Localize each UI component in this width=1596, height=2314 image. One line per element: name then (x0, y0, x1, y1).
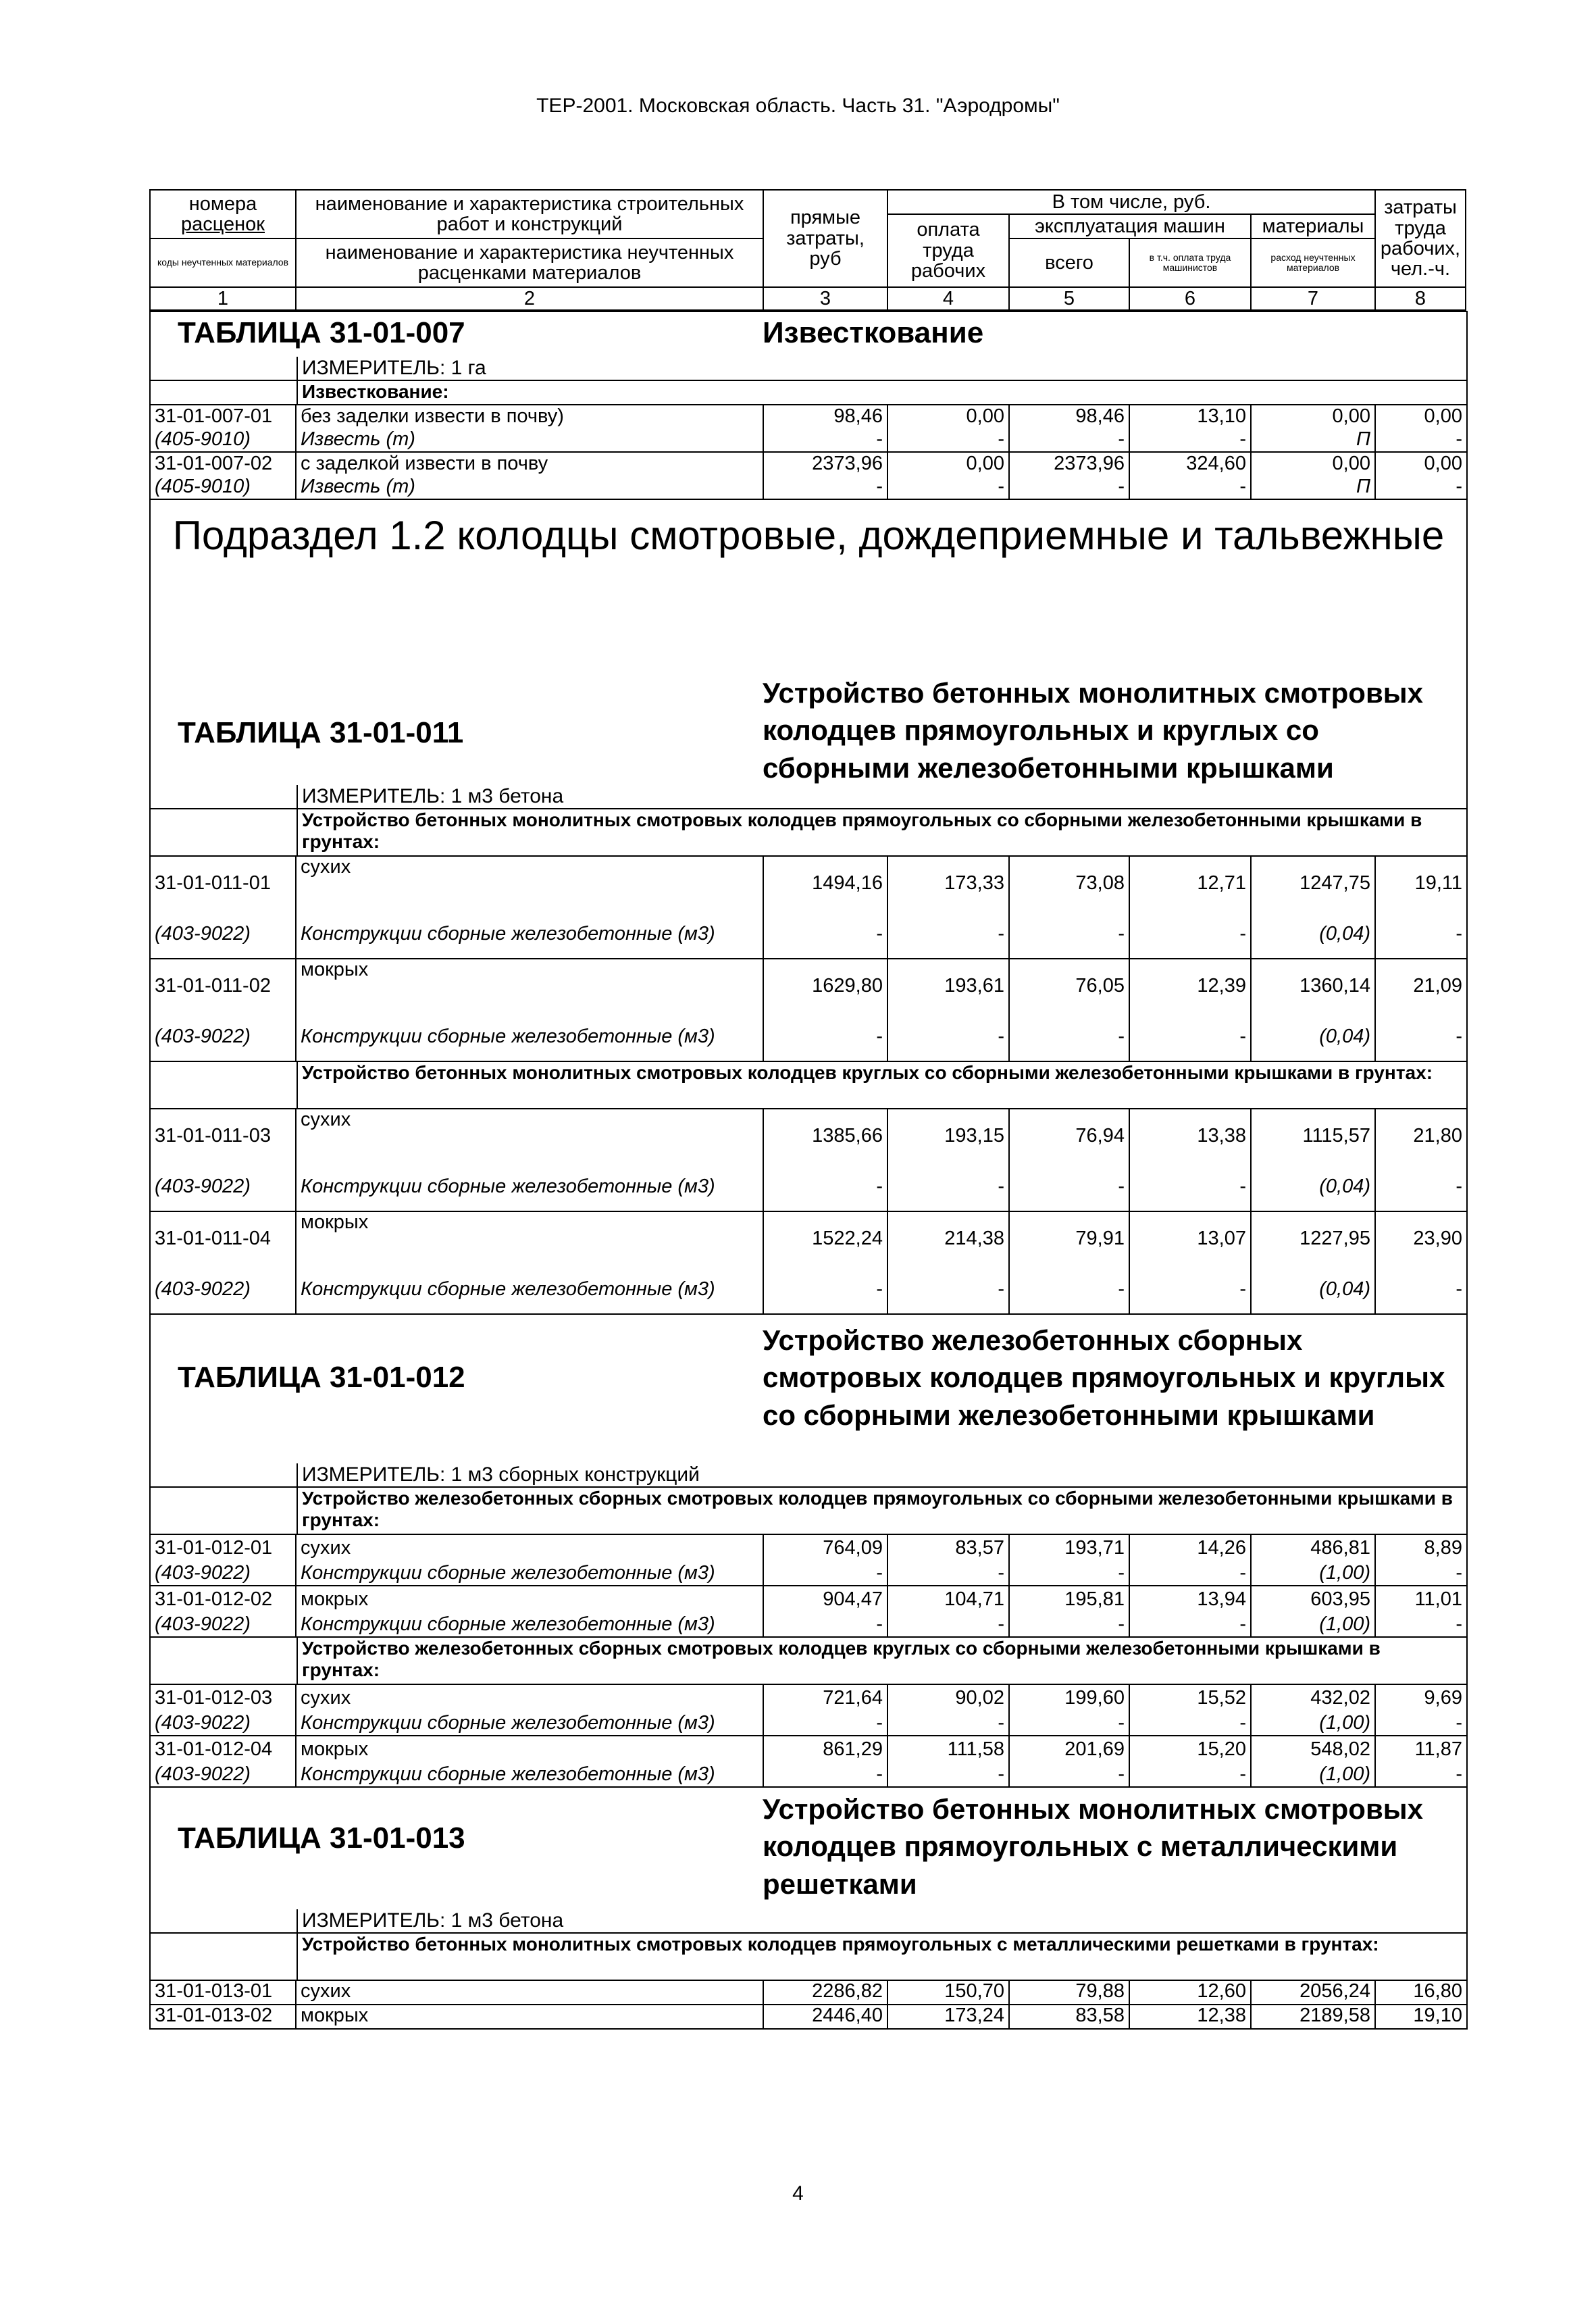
work-name: сухих (297, 1535, 764, 1562)
group-heading: Устройство железобетонных сборных смотровых колодцев круглых со сборными железобетонными крышками в грунтах: (297, 1638, 1466, 1684)
t013-heading (151, 1786, 1466, 1909)
value-cell: 12,39 (1130, 959, 1252, 1013)
value-cell: - (764, 1163, 888, 1211)
work-name: сухих (297, 1109, 764, 1163)
value-cell: - (1130, 476, 1252, 499)
table-row (151, 1980, 1466, 2004)
header-direct-costs: прямые затраты, руб (763, 190, 887, 287)
value-cell: 2373,96 (1010, 453, 1130, 476)
work-name: сухих (297, 1685, 764, 1712)
table-row (151, 1013, 1466, 1061)
value-cell: - (1456, 1562, 1462, 1584)
value-cell: (1,00) (1252, 1763, 1376, 1786)
value-cell: - (1010, 1266, 1130, 1313)
value-cell: 0,00 (888, 453, 1010, 476)
t013-caption-line: Устройство бетонных монолитных смотровых (763, 1793, 1423, 1825)
value-cell: 199,60 (1010, 1685, 1130, 1712)
value-cell: 1629,80 (764, 959, 888, 1013)
rate-code: 31-01-011-04 (151, 1212, 297, 1266)
material-code: (403-9022) (151, 1613, 297, 1636)
material-name: Конструкции сборные железобетонные (м3) (297, 1613, 764, 1636)
value-cell: 1494,16 (764, 857, 888, 911)
table-bottom-border (151, 2028, 1466, 2030)
table-header (149, 189, 1466, 311)
material-code: (405-9010) (151, 476, 297, 499)
value-cell: 201,69 (1010, 1736, 1130, 1763)
colnum-1: 1 (150, 287, 296, 310)
t007-caption: Известкование (763, 316, 984, 349)
work-name: без заделки извести в почву) (297, 405, 764, 428)
value-cell: - (1130, 911, 1252, 958)
work-name: мокрых (297, 2005, 764, 2028)
group-row (151, 1486, 1466, 1534)
value-cell: 21,80 (1413, 1125, 1462, 1147)
value-cell: - (1456, 923, 1462, 945)
value-cell: - (764, 428, 888, 451)
value-cell: 2189,58 (1252, 2005, 1376, 2028)
table-row (151, 476, 1466, 499)
colnum-3: 3 (763, 287, 887, 310)
value-cell: 861,29 (764, 1736, 888, 1763)
value-cell: (1,00) (1252, 1613, 1376, 1636)
value-cell: - (1130, 1266, 1252, 1313)
value-cell: П (1252, 476, 1376, 499)
table-row (151, 1534, 1466, 1562)
value-cell: 603,95 (1252, 1586, 1376, 1613)
value-cell: 73,08 (1010, 857, 1130, 911)
colnum-4: 4 (887, 287, 1009, 310)
value-cell: 98,46 (764, 405, 888, 428)
group-heading: Устройство бетонных монолитных смотровых колодцев прямоугольных со сборными железобетонными крышками в грунтах: (297, 809, 1466, 855)
value-cell: (0,04) (1252, 1163, 1376, 1211)
value-cell: (0,04) (1252, 1266, 1376, 1313)
material-code: (403-9022) (151, 1163, 297, 1211)
material-name: Конструкции сборные железобетонные (м3) (297, 1266, 764, 1313)
value-cell: 193,71 (1010, 1535, 1130, 1562)
table-row (151, 428, 1466, 451)
t012-caption-line: смотровых колодцев прямоугольных и круглых (763, 1361, 1445, 1394)
t011-title: ТАБЛИЦА 31-01-011 (178, 716, 464, 749)
value-cell: - (764, 911, 888, 958)
t011-measure-row (151, 785, 1466, 808)
value-cell: - (888, 428, 1010, 451)
value-cell: 2286,82 (764, 1981, 888, 2004)
work-name: мокрых (297, 1736, 764, 1763)
table-row (151, 1562, 1466, 1585)
value-cell: 79,91 (1010, 1212, 1130, 1266)
t013-caption (763, 1790, 1423, 1903)
t011-caption-line: Устройство бетонных монолитных смотровых (763, 677, 1423, 709)
value-cell: - (1130, 1562, 1252, 1585)
value-cell: - (888, 1562, 1010, 1585)
value-cell: - (888, 1763, 1010, 1786)
header-machinists-pay: в т.ч. оплата труда машинистов (1129, 238, 1251, 287)
value-cell: 548,02 (1252, 1736, 1376, 1763)
material-name: Конструкции сборные железобетонные (м3) (297, 1163, 764, 1211)
value-cell: 2056,24 (1252, 1981, 1376, 2004)
value-cell: 15,20 (1130, 1736, 1252, 1763)
table-row (151, 1266, 1466, 1313)
value-cell: 2373,96 (764, 453, 888, 476)
value-cell: 76,94 (1010, 1109, 1130, 1163)
value-cell: - (1130, 1163, 1252, 1211)
value-cell: 83,57 (888, 1535, 1010, 1562)
material-code: (403-9022) (151, 1562, 297, 1585)
value-cell: 111,58 (888, 1736, 1010, 1763)
value-cell: 13,10 (1130, 405, 1252, 428)
value-cell: - (1130, 1712, 1252, 1735)
group-row (151, 1061, 1466, 1108)
t007-measure: ИЗМЕРИТЕЛЬ: 1 га (297, 357, 1466, 380)
material-name: Известь (т) (297, 476, 764, 499)
value-cell: 1227,95 (1252, 1212, 1376, 1266)
table-row (151, 958, 1466, 1013)
value-cell: - (1010, 1562, 1130, 1585)
t007-measure-row (151, 357, 1466, 380)
t012-caption-line: Устройство железобетонных сборных (763, 1324, 1303, 1356)
header-material-name: наименование и характеристика неучтенных расценками материалов (296, 238, 763, 287)
value-cell: - (1010, 428, 1130, 451)
table-row (151, 1211, 1466, 1266)
value-cell: (0,04) (1252, 911, 1376, 958)
value-cell: 90,02 (888, 1685, 1010, 1712)
value-cell: 324,60 (1130, 453, 1252, 476)
value-cell: 23,90 (1413, 1228, 1462, 1250)
t012-measure: ИЗМЕРИТЕЛЬ: 1 м3 сборных конструкций (297, 1463, 1466, 1486)
material-code: (403-9022) (151, 1763, 297, 1786)
value-cell: 12,71 (1130, 857, 1252, 911)
value-cell: - (888, 1163, 1010, 1211)
value-cell: 19,11 (1414, 872, 1462, 895)
t012-caption-line: со сборными железобетонными крышками (763, 1399, 1375, 1431)
value-cell: 193,15 (888, 1109, 1010, 1163)
value-cell: - (888, 1266, 1010, 1313)
group-row (151, 808, 1466, 855)
value-cell: - (1010, 476, 1130, 499)
subsection-block (151, 499, 1466, 574)
value-cell: 904,47 (764, 1586, 888, 1613)
work-name: с заделкой извести в почву (297, 453, 764, 476)
value-cell: 13,07 (1130, 1212, 1252, 1266)
table-row (151, 2004, 1466, 2028)
value-cell: 83,58 (1010, 2005, 1130, 2028)
value-cell: 12,60 (1130, 1981, 1252, 2004)
group-heading: Устройство бетонных монолитных смотровых колодцев прямоугольных с металлическими решетками в грунтах: (297, 1934, 1466, 1980)
table-row (151, 1163, 1466, 1211)
rate-code: 31-01-007-02 (151, 453, 297, 476)
value-cell: - (1010, 1163, 1130, 1211)
value-cell: 1385,66 (764, 1109, 888, 1163)
value-cell: 76,05 (1010, 959, 1130, 1013)
value-cell: - (1130, 428, 1252, 451)
value-cell: 15,52 (1130, 1685, 1252, 1712)
value-cell: - (1010, 1763, 1130, 1786)
colnum-7: 7 (1251, 287, 1375, 310)
value-cell: 0,00 (1424, 453, 1462, 475)
header-work-name: наименование и характеристика строительных работ и конструкций (296, 190, 763, 238)
value-cell: - (1456, 1763, 1462, 1786)
group-heading: Известкование: (297, 381, 1466, 404)
group-row (151, 1636, 1466, 1684)
table-row (151, 1763, 1466, 1786)
header-labor-pay: оплата труда рабочих (887, 214, 1009, 287)
table-row (151, 1712, 1466, 1735)
value-cell: П (1252, 428, 1376, 451)
group-heading: Устройство бетонных монолитных смотровых колодцев круглых со сборными железобетонными крышками в грунтах: (297, 1062, 1466, 1108)
table-row (151, 1684, 1466, 1712)
table-row (151, 1735, 1466, 1763)
t011-caption (763, 674, 1423, 786)
value-cell: - (764, 1266, 888, 1313)
value-cell: - (888, 1613, 1010, 1636)
value-cell: 150,70 (888, 1981, 1010, 2004)
page-number: 4 (792, 2182, 804, 2205)
header-unaccounted-use: расход неучтенных материалов (1251, 238, 1375, 287)
value-cell: - (764, 1613, 888, 1636)
table-row (151, 911, 1466, 958)
work-name: мокрых (297, 959, 764, 1013)
material-name: Конструкции сборные железобетонные (м3) (297, 1562, 764, 1585)
value-cell: 14,26 (1130, 1535, 1252, 1562)
value-cell: 1115,57 (1252, 1109, 1376, 1163)
value-cell: (1,00) (1252, 1712, 1376, 1735)
value-cell: 0,00 (1424, 405, 1462, 428)
value-cell: (0,04) (1252, 1013, 1376, 1061)
value-cell: - (1456, 1278, 1462, 1301)
group-heading: Устройство железобетонных сборных смотровых колодцев прямоугольных со сборными железобетонными крышками в грунтах: (297, 1488, 1466, 1534)
table-row (151, 1613, 1466, 1636)
rate-code: 31-01-012-03 (151, 1685, 297, 1712)
value-cell: - (764, 1763, 888, 1786)
t007-title: ТАБЛИЦА 31-01-007 (178, 316, 465, 349)
t012-measure-row (151, 1463, 1466, 1486)
work-name: сухих (297, 857, 764, 911)
value-cell: - (1130, 1613, 1252, 1636)
t012-title: ТАБЛИЦА 31-01-012 (178, 1361, 465, 1394)
value-cell: 104,71 (888, 1586, 1010, 1613)
rate-code: 31-01-007-01 (151, 405, 297, 428)
value-cell: - (888, 911, 1010, 958)
value-cell: - (764, 1562, 888, 1585)
work-name: мокрых (297, 1212, 764, 1266)
rate-code: 31-01-013-02 (151, 2005, 297, 2028)
header-material-codes: коды неучтенных материалов (150, 238, 296, 287)
table-row (151, 451, 1466, 476)
value-cell: 214,38 (888, 1212, 1010, 1266)
t013-measure: ИЗМЕРИТЕЛЬ: 1 м3 бетона (297, 1909, 1466, 1932)
group-row (151, 380, 1466, 404)
material-name: Конструкции сборные железобетонные (м3) (297, 911, 764, 958)
group-row (151, 1932, 1466, 1980)
rates-table (149, 189, 1465, 2115)
value-cell: 19,10 (1413, 2005, 1462, 2026)
value-cell: - (888, 476, 1010, 499)
value-cell: 721,64 (764, 1685, 888, 1712)
subsection-heading: Подраздел 1.2 колодцы смотровые, дождеприемные и тальвежные (172, 513, 1445, 558)
t012-heading (151, 1313, 1466, 1463)
value-cell: - (1456, 1712, 1462, 1734)
value-cell: 11,01 (1414, 1588, 1462, 1611)
table-row (151, 404, 1466, 428)
value-cell: - (1130, 1013, 1252, 1061)
value-cell: 21,09 (1413, 975, 1462, 997)
value-cell: - (888, 1013, 1010, 1061)
value-cell: - (1456, 476, 1462, 498)
value-cell: 173,24 (888, 2005, 1010, 2028)
t011-caption-line: колодцев прямоугольных и круглых со (763, 714, 1319, 747)
material-code: (403-9022) (151, 1266, 297, 1313)
material-name: Конструкции сборные железобетонные (м3) (297, 1013, 764, 1061)
t013-title: ТАБЛИЦА 31-01-013 (178, 1821, 465, 1855)
colnum-2: 2 (296, 287, 763, 310)
material-name: Конструкции сборные железобетонные (м3) (297, 1763, 764, 1786)
value-cell: - (1010, 1013, 1130, 1061)
header-rate-numbers: номера расценок (150, 190, 296, 238)
value-cell: 193,61 (888, 959, 1010, 1013)
t007-heading (151, 311, 1466, 357)
material-code: (403-9022) (151, 1013, 297, 1061)
value-cell: - (1010, 911, 1130, 958)
rate-code: 31-01-012-02 (151, 1586, 297, 1613)
value-cell: - (1010, 1613, 1130, 1636)
rate-code: 31-01-012-01 (151, 1535, 297, 1562)
t013-caption-line: колодцев прямоугольных с металлическими (763, 1830, 1398, 1863)
document-title: ТЕР-2001. Московская область. Часть 31. "Аэродромы" (536, 95, 1060, 117)
t013-measure-row (151, 1909, 1466, 1932)
value-cell: 9,69 (1424, 1687, 1462, 1709)
value-cell: 2446,40 (764, 2005, 888, 2028)
value-cell: 195,81 (1010, 1586, 1130, 1613)
value-cell: - (764, 476, 888, 499)
header-machine-total: всего (1009, 238, 1129, 287)
value-cell: 11,87 (1414, 1738, 1462, 1761)
value-cell: 79,88 (1010, 1981, 1130, 2004)
header-including: В том числе, руб. (887, 190, 1375, 214)
value-cell: 1360,14 (1252, 959, 1376, 1013)
header-machine-operation: эксплуатация машин (1009, 214, 1251, 238)
value-cell: (1,00) (1252, 1562, 1376, 1585)
rate-code: 31-01-011-02 (151, 959, 297, 1013)
rate-code: 31-01-013-01 (151, 1981, 297, 2004)
t011-heading (151, 574, 1466, 785)
value-cell: - (1456, 1176, 1462, 1198)
value-cell: 173,33 (888, 857, 1010, 911)
colnum-5: 5 (1009, 287, 1129, 310)
table-row (151, 1585, 1466, 1613)
value-cell: 16,80 (1413, 1981, 1462, 2002)
header-labor-cost: затраты труда рабочих, чел.-ч. (1375, 190, 1466, 287)
header-materials: материалы (1251, 214, 1375, 238)
value-cell: 98,46 (1010, 405, 1130, 428)
material-code: (403-9022) (151, 1712, 297, 1735)
rate-code: 31-01-011-01 (151, 857, 297, 911)
table-row (151, 855, 1466, 911)
t011-caption-line: сборными железобетонными крышками (763, 751, 1334, 784)
material-code: (405-9010) (151, 428, 297, 451)
colnum-6: 6 (1129, 287, 1251, 310)
work-name: сухих (297, 1981, 764, 2004)
value-cell: - (764, 1013, 888, 1061)
value-cell: - (1456, 428, 1462, 451)
work-name: мокрых (297, 1586, 764, 1613)
colnum-8: 8 (1375, 287, 1466, 310)
material-name: Известь (т) (297, 428, 764, 451)
material-code: (403-9022) (151, 911, 297, 958)
t012-caption (763, 1322, 1445, 1434)
rate-code: 31-01-012-04 (151, 1736, 297, 1763)
value-cell: - (1010, 1712, 1130, 1735)
value-cell: 1247,75 (1252, 857, 1376, 911)
table-row (151, 1108, 1466, 1163)
value-cell: 13,38 (1130, 1109, 1252, 1163)
value-cell: 764,09 (764, 1535, 888, 1562)
value-cell: - (1456, 1026, 1462, 1048)
value-cell: 13,94 (1130, 1586, 1252, 1613)
value-cell: 12,38 (1130, 2005, 1252, 2028)
table-body (149, 311, 1468, 2030)
t013-caption-line: решетками (763, 1867, 917, 1900)
value-cell: 0,00 (1252, 405, 1376, 428)
value-cell: - (1456, 1613, 1462, 1636)
value-cell: 432,02 (1252, 1685, 1376, 1712)
value-cell: - (764, 1712, 888, 1735)
value-cell: 0,00 (1252, 453, 1376, 476)
value-cell: 486,81 (1252, 1535, 1376, 1562)
rate-code: 31-01-011-03 (151, 1109, 297, 1163)
material-name: Конструкции сборные железобетонные (м3) (297, 1712, 764, 1735)
value-cell: - (1130, 1763, 1252, 1786)
value-cell: - (888, 1712, 1010, 1735)
value-cell: 8,89 (1424, 1537, 1462, 1559)
value-cell: 1522,24 (764, 1212, 888, 1266)
value-cell: 0,00 (888, 405, 1010, 428)
t011-measure: ИЗМЕРИТЕЛЬ: 1 м3 бетона (297, 785, 1466, 808)
